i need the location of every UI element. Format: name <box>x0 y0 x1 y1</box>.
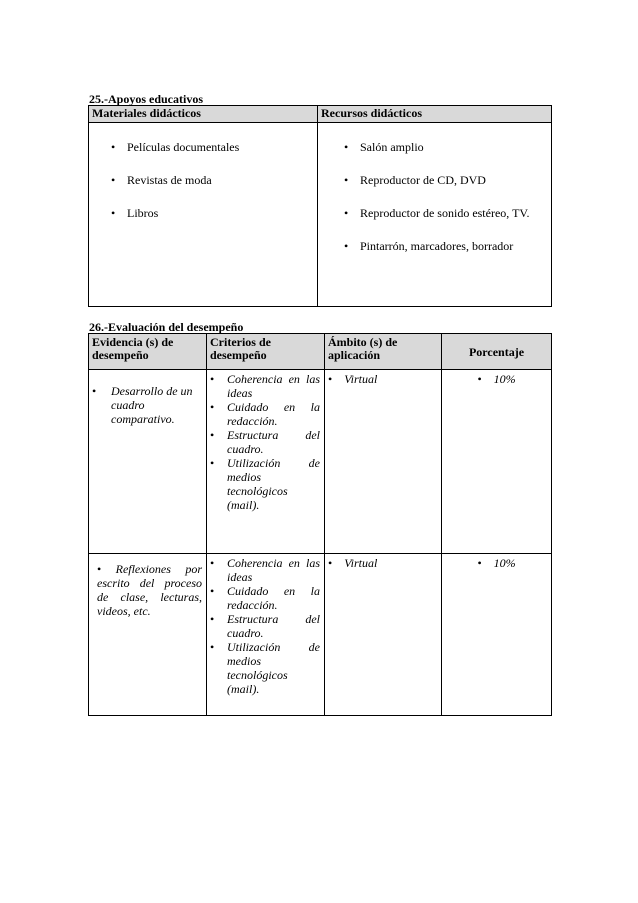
list-item: • Coherencia en las ideas <box>210 372 320 400</box>
list-item: • Pintarrón, marcadores, borrador <box>344 239 514 253</box>
evaluacion-table <box>88 333 552 716</box>
list-item: • Reproductor de sonido estéreo, TV. <box>344 206 530 220</box>
ambito-cell: • Virtual <box>325 370 442 554</box>
section-25-title: 25.-Apoyos educativos <box>89 92 204 106</box>
recursos-cell <box>318 123 552 307</box>
list-item: • Reproductor de CD, DVD <box>344 173 486 187</box>
porcentaje-cell: • 10% <box>442 370 552 554</box>
list-item: • Películas documentales <box>111 140 240 154</box>
list-item: • Revistas de moda <box>111 173 212 187</box>
section-26-title: 26.-Evaluación del desempeño <box>89 320 244 334</box>
list-item: • Cuidado en la redacción. <box>210 400 320 428</box>
ambito-header: Ámbito (s) de aplicación <box>325 334 442 370</box>
apoyos-educativos-table <box>88 105 552 307</box>
ambito-cell: • Virtual <box>325 554 442 716</box>
materiales-cell <box>89 123 318 307</box>
list-item: • Utilización de medios tecnológicos (mail). <box>210 640 320 696</box>
criterios-header: Criterios de desempeño <box>207 334 325 370</box>
criterios-cell <box>207 554 325 716</box>
evidencia-cell: • Desarrollo de un cuadro comparativo. <box>89 370 207 554</box>
list-item: • Libros <box>111 206 159 220</box>
table-row <box>89 370 552 554</box>
materiales-header: Materiales didácticos <box>89 106 318 123</box>
recursos-header: Recursos didácticos <box>318 106 552 123</box>
table-row <box>89 554 552 716</box>
list-item: • Utilización de medios tecnológicos (mail). <box>210 456 320 512</box>
evidencia-header: Evidencia (s) de desempeño <box>89 334 207 370</box>
evidencia-cell: • Reflexiones por escrito del proceso de clase, lecturas, videos, etc. <box>89 554 207 716</box>
porcentaje-cell: • 10% <box>442 554 552 716</box>
criterios-cell <box>207 370 325 554</box>
list-item: • Coherencia en las ideas <box>210 556 320 584</box>
list-item: • Estructura del cuadro. <box>210 612 320 640</box>
porcentaje-header: Porcentaje <box>442 334 552 370</box>
list-item: • Cuidado en la redacción. <box>210 584 320 612</box>
list-item: • Estructura del cuadro. <box>210 428 320 456</box>
list-item: • Salón amplio <box>344 140 424 154</box>
